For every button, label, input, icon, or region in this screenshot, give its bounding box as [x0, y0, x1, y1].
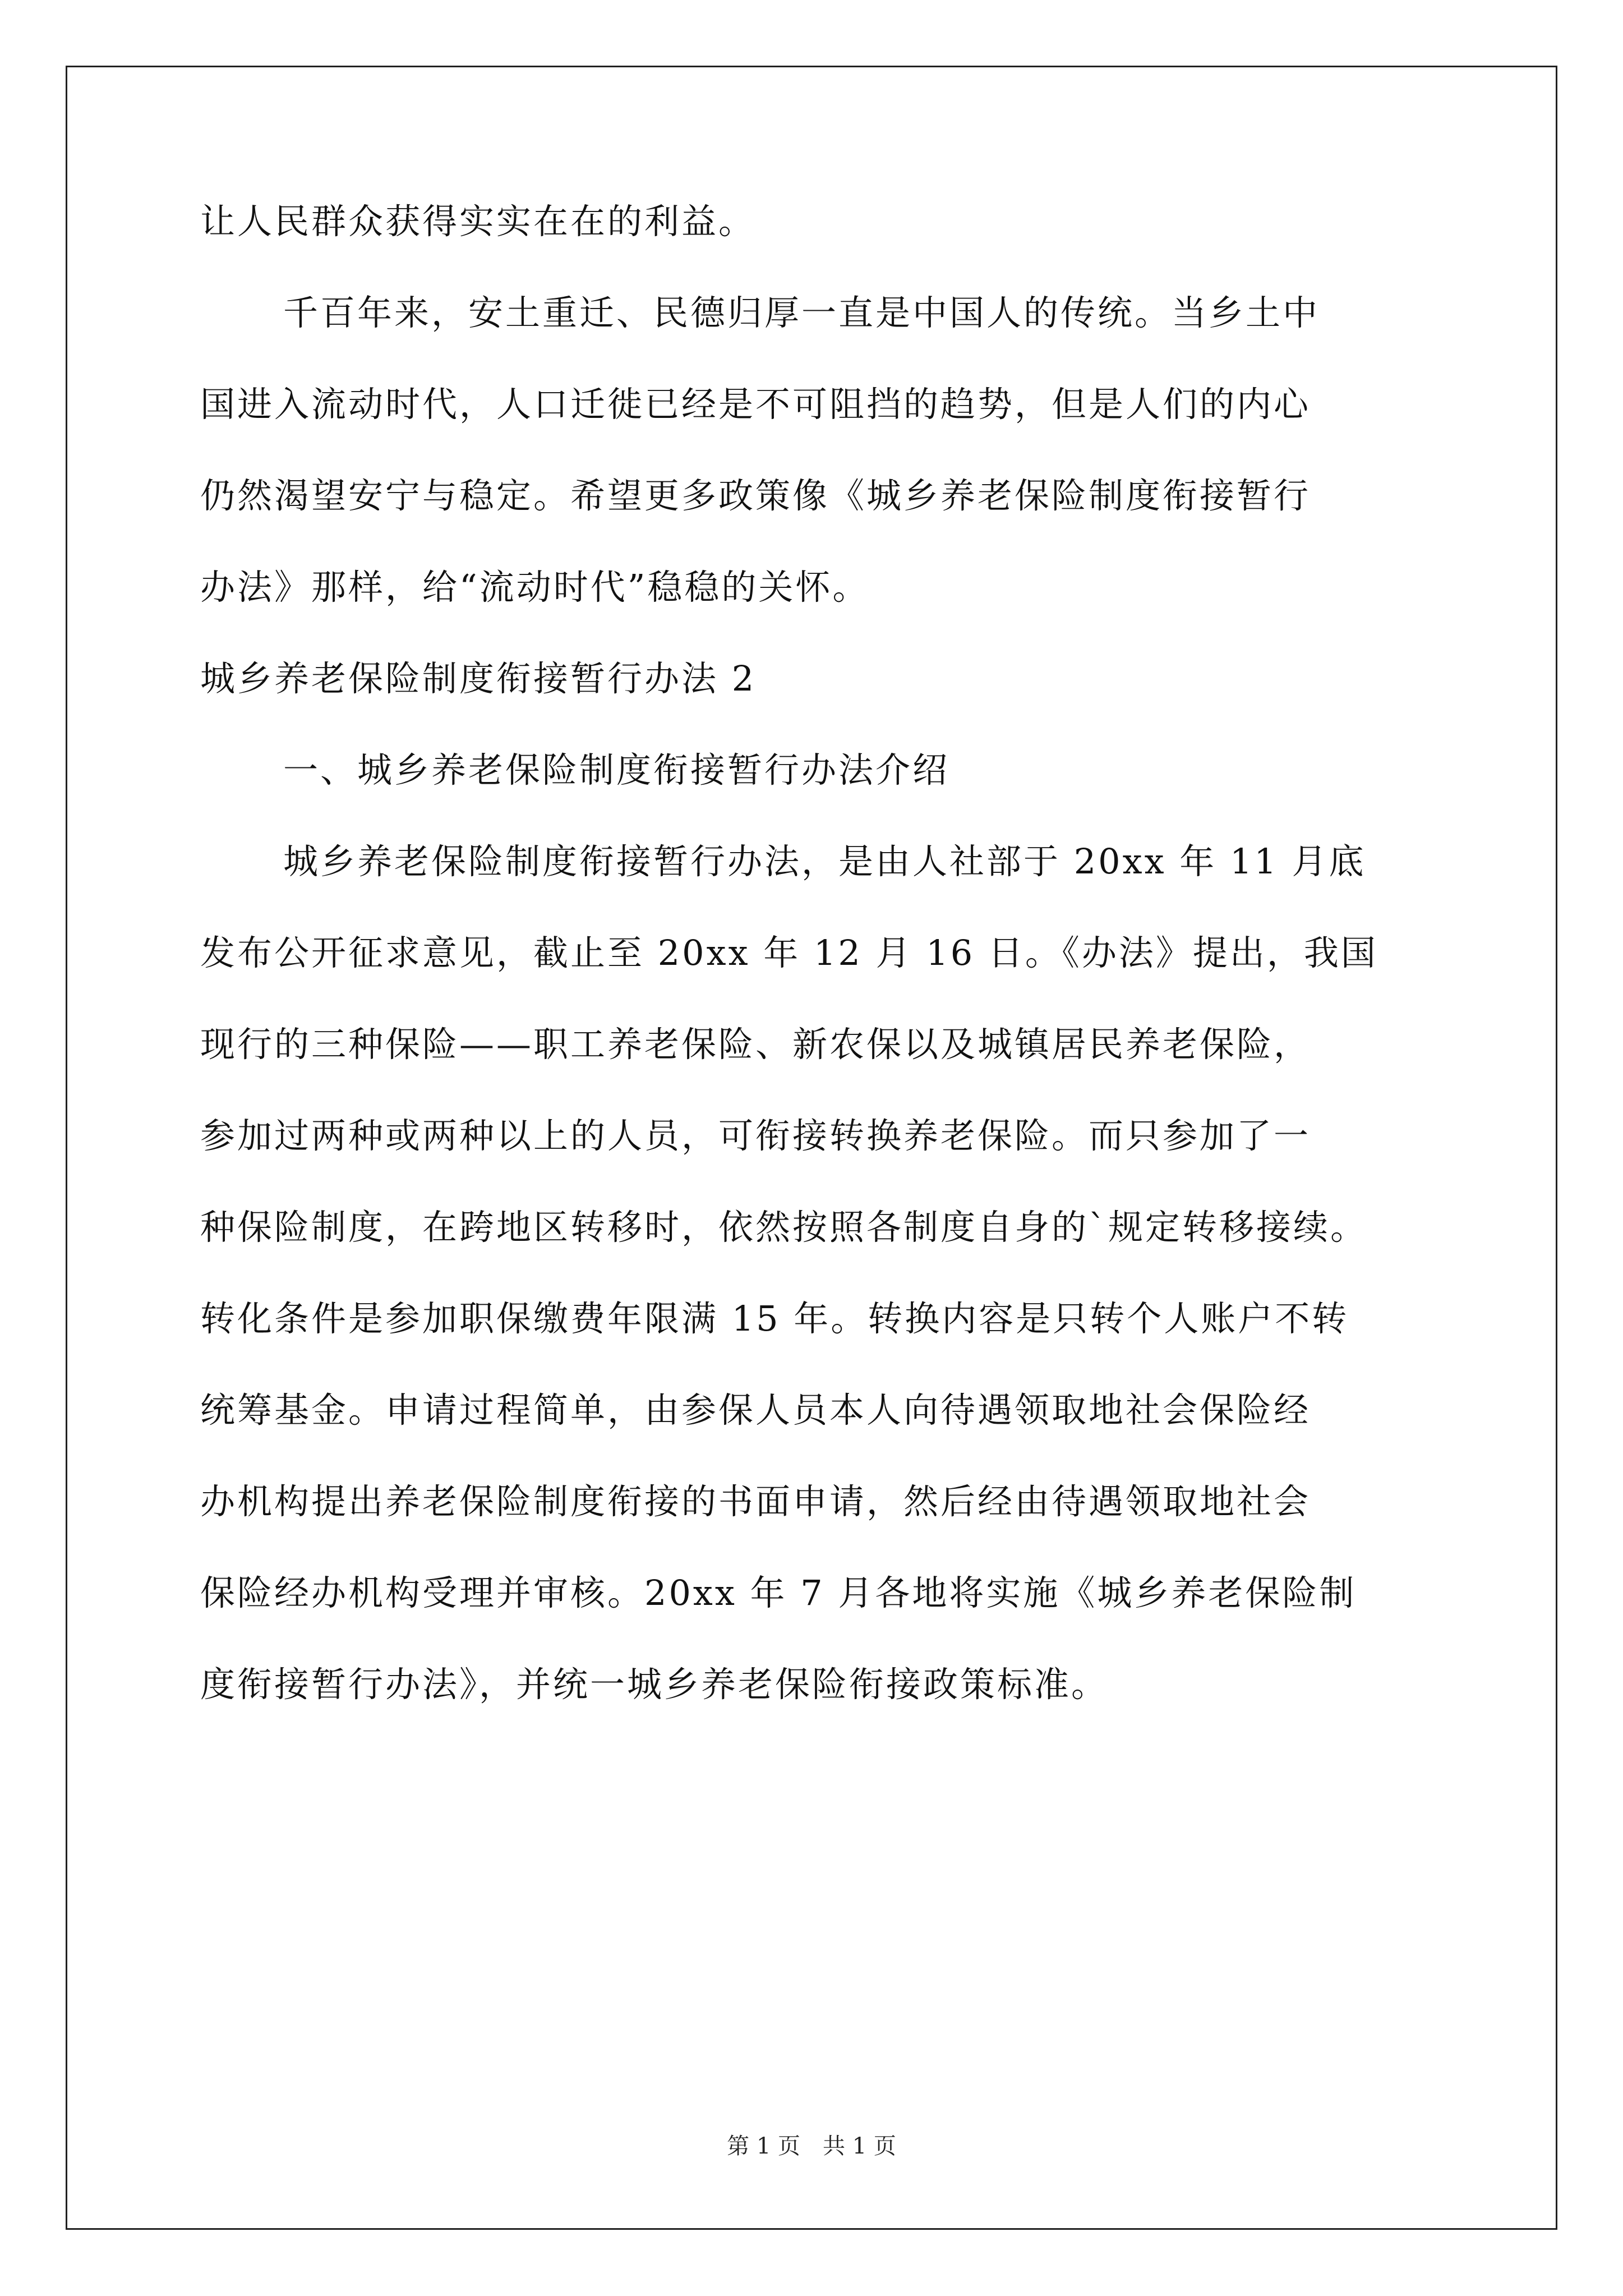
text-line: 办机构提出养老保险制度衔接的书面申请，然后经由待遇领取地社会: [200, 1481, 1311, 1522]
text-line: 转化条件是参加职保缴费年限满 15 年。转换内容是只转个人账户不转: [200, 1298, 1349, 1339]
text-line: 保险经办机构受理并审核。20xx 年 7 月各地将实施《城乡养老保险制: [200, 1572, 1357, 1613]
text-line: 种保险制度，在跨地区转移时，依然按照各制度自身的`规定转移接续。: [200, 1207, 1368, 1248]
text-line: 仍然渴望安宁与稳定。希望更多政策像《城乡养老保险制度衔接暂行: [200, 475, 1311, 516]
text-line: 发布公开征求意见，截止至 20xx 年 12 月 16 日。《办法》提出，我国: [200, 932, 1378, 973]
paragraph-start-line: 城乡养老保险制度衔接暂行办法，是由人社部于 20xx 年 11 月底: [283, 841, 1366, 882]
subsection-heading: 一、城乡养老保险制度衔接暂行办法介绍: [283, 749, 950, 790]
text-line: 统筹基金。申请过程简单，由参保人员本人向待遇领取地社会保险经: [200, 1389, 1311, 1430]
text-line: 国进入流动时代，人口迁徙已经是不可阻挡的趋势，但是人们的内心: [200, 384, 1311, 425]
text-line: 现行的三种保险——职工养老保险、新农保以及城镇居民养老保险，: [200, 1024, 1311, 1065]
text-line: 度衔接暂行办法》，并统一城乡养老保险衔接政策标准。: [200, 1664, 1109, 1705]
paragraph-start-line: 千百年来，安土重迁、民德归厚一直是中国人的传统。当乡土中: [283, 292, 1320, 333]
page-number-footer: 第 1 页 共 1 页: [727, 2133, 896, 2159]
section-heading: 城乡养老保险制度衔接暂行办法 2: [200, 658, 757, 699]
text-line: 让人民群众获得实实在在的利益。: [200, 201, 756, 242]
text-line: 办法》那样，给“流动时代”稳稳的关怀。: [200, 567, 870, 608]
text-line: 参加过两种或两种以上的人员，可衔接转换养老保险。而只参加了一: [200, 1115, 1311, 1156]
